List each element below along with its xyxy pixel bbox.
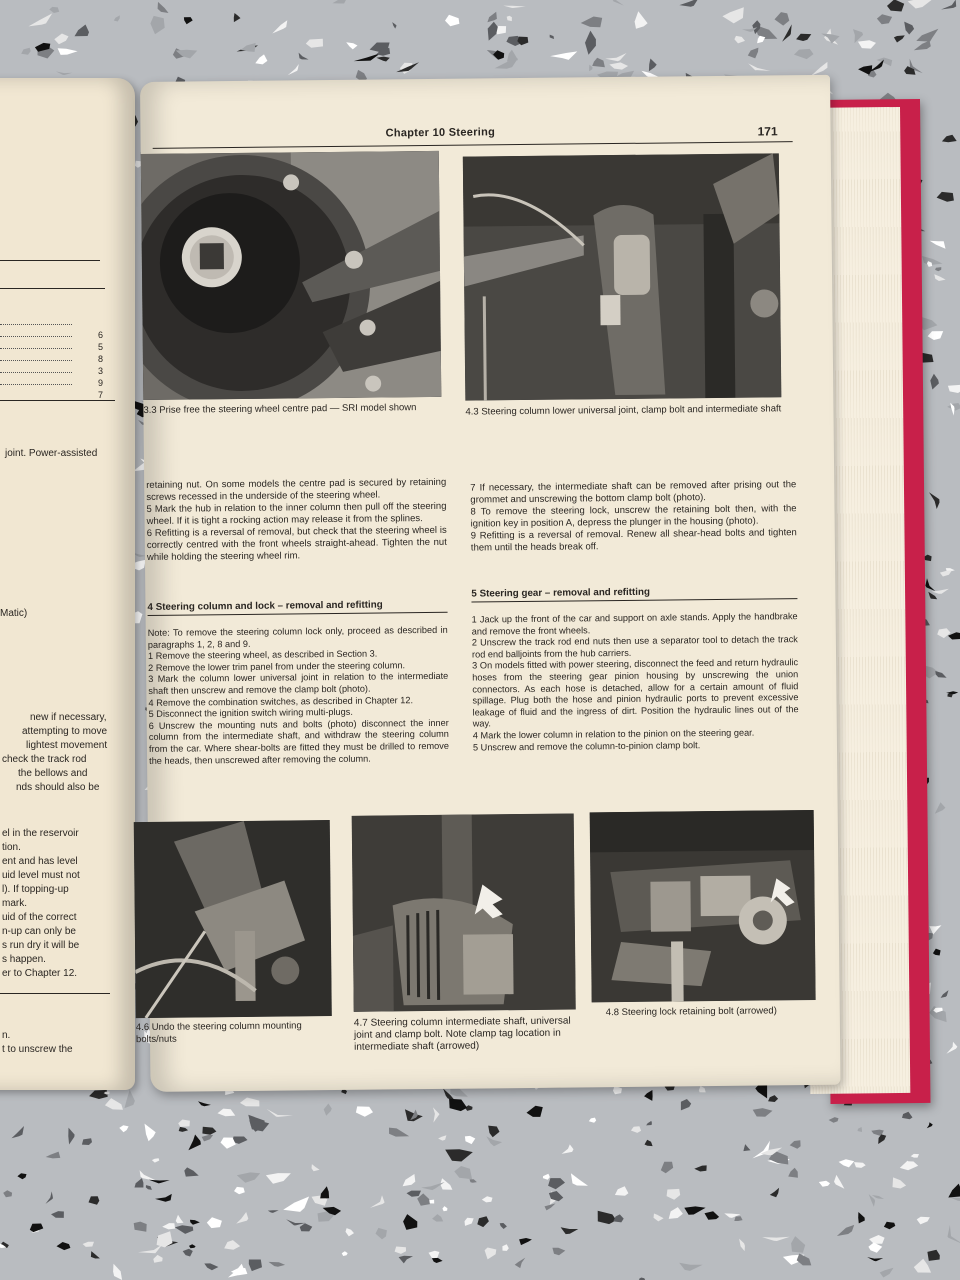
left-page-text: n-up can only be (2, 926, 76, 937)
left-page-text: er to Chapter 12. (2, 968, 78, 979)
photo-steering-lock-bolt (590, 810, 816, 1002)
col2-paragraphs: 7 If necessary, the intermediate shaft can be removed after prising out the grommet and unscrewing the bottom clamp bolt (photo). 8 To remove the steering lock, unscrew the retaining bolt then, with the ignition key in position A, depress the plunger in the housing (photo). 9 Refitting is a reversal of removal. Renew all shear-head bolts and tighten them until the heads break off. (470, 479, 797, 554)
toc-leader (0, 336, 72, 337)
photo-column-lower-joint (463, 153, 782, 400)
left-page-text: check the track rod (2, 754, 87, 765)
toc-number: 8 (98, 354, 104, 364)
col1-paragraphs: retaining nut. On some models the centre pad is secured by retaining screws recessed in the underside of the steering wheel. 5 Mark the hub in relation to the inner column then pull off the steering wheel. If it is tight a rocking action may release it from the splines. 6 Refitting is a reversal of removal, but check that the steering wheel is correctly centred with the front wheels straight-ahead. Tighten the nut while holding the steering wheel rim. (146, 476, 447, 563)
toc-number: 7 (98, 390, 104, 400)
left-page-text: Matic) (0, 608, 28, 619)
left-page-text: uid level must not (2, 870, 80, 881)
chapter-header: Chapter 10 Steering (385, 126, 496, 140)
toc-number: 5 (98, 342, 104, 352)
toc-number: 9 (98, 378, 104, 388)
left-page-text: s run dry it will be (2, 940, 80, 951)
caption-4-7: 4.7 Steering column intermediate shaft, universal joint and clamp bolt. Note clamp tag location in intermediate shaft (arrowed) (353, 1015, 571, 1053)
left-page-text: mark. (2, 898, 27, 909)
caption-3-3: 3.3 Prise free the steering wheel centre pad — SRI model shown (143, 402, 417, 416)
toc-number: 3 (98, 366, 104, 376)
left-page-rule (0, 260, 100, 261)
section-4-body: Note: To remove the steering column lock only, proceed as described in paragraphs 1, 2, 8 and 9. 1 Remove the steering wheel, as described in Section 3. 2 Remove the lower trim panel from under the steering column. 3 Mark the column lower universal joint in relation to the intermediate shaft then unscrew and remove the clamp bolt (photo). 4 Remove the combination switches, as described in Chapter 12. 5 Disconnect the ignition switch wiring multi-plugs. 6 Unscrew the mounting nuts and bolts (photo) disconnect the inner column from the intermediate shaft, and withdraw the steering column from the car. Where shear-bolts are fitted they must be drilled to remove the heads, then unscrewed after removing the column. (147, 624, 450, 766)
left-page-text: nds should also be (16, 782, 100, 793)
toc-leader (0, 360, 72, 361)
section-4-title: 4 Steering column and lock – removal and refitting (147, 599, 383, 613)
left-page-text: uid of the correct (2, 912, 77, 923)
left-page-text: joint. Power-assisted (5, 448, 98, 459)
section-5-title: 5 Steering gear – removal and refitting (471, 586, 651, 600)
header-rule (153, 141, 793, 149)
left-page-text: tion. (2, 842, 21, 853)
photo-intermediate-shaft (352, 813, 576, 1011)
left-page-rule (0, 993, 110, 994)
left-page-rule (0, 400, 115, 401)
left-page-text: el in the reservoir (2, 828, 79, 839)
left-page-text: t to unscrew the (2, 1044, 73, 1055)
right-page (135, 75, 841, 1092)
toc-leader (0, 384, 72, 385)
left-page-text: lightest movement (26, 740, 108, 751)
left-page-text: attempting to move (22, 726, 108, 737)
left-page-text: n. (2, 1030, 11, 1041)
page-number: 171 (757, 124, 778, 139)
left-page-text: new if necessary, (30, 712, 107, 723)
photo-steering-wheel-pad (141, 151, 442, 400)
photo-column-mounting-bolts (134, 820, 332, 1018)
section-5-body: 1 Jack up the front of the car and support on axle stands. Apply the handbrake and remove the front wheels. 2 Unscrew the track rod end nuts then use a separator tool to detach the track rod end balljoints from the hub carriers. 3 On models fitted with power steering, disconnect the feed and return hydraulic hoses from the steering gear pinion housing by unscrewing the union connectors. As each hose is detached, allow for a certain amount of fluid spillage. Plug both the hose and pinion hydraulic ports to prevent excessive leakage of fluid and the ingress of dirt. Position the hydraulic lines out of the way. 4 Mark the lower column in relation to the pinion on the steering gear. 5 Unscrew and remove the column-to-pinion clamp bolt. (471, 611, 799, 753)
toc-leader (0, 324, 72, 325)
toc-number: 6 (98, 330, 104, 340)
caption-4-8: 4.8 Steering lock retaining bolt (arrowed) (605, 1005, 777, 1019)
left-page-text: s happen. (2, 954, 46, 965)
left-page-text: the bellows and (18, 768, 88, 779)
caption-4-6: 4.6 Undo the steering column mounting bolts/nuts (135, 1020, 302, 1046)
caption-4-3: 4.3 Steering column lower universal joint, clamp bolt and intermediate shaft (465, 403, 782, 418)
left-page-text: ent and has level (2, 856, 78, 867)
left-page-text: l). If topping-up (2, 884, 69, 895)
toc-leader (0, 372, 72, 373)
left-page-rule (0, 288, 105, 289)
left-page (0, 78, 135, 1090)
toc-leader (0, 348, 72, 349)
